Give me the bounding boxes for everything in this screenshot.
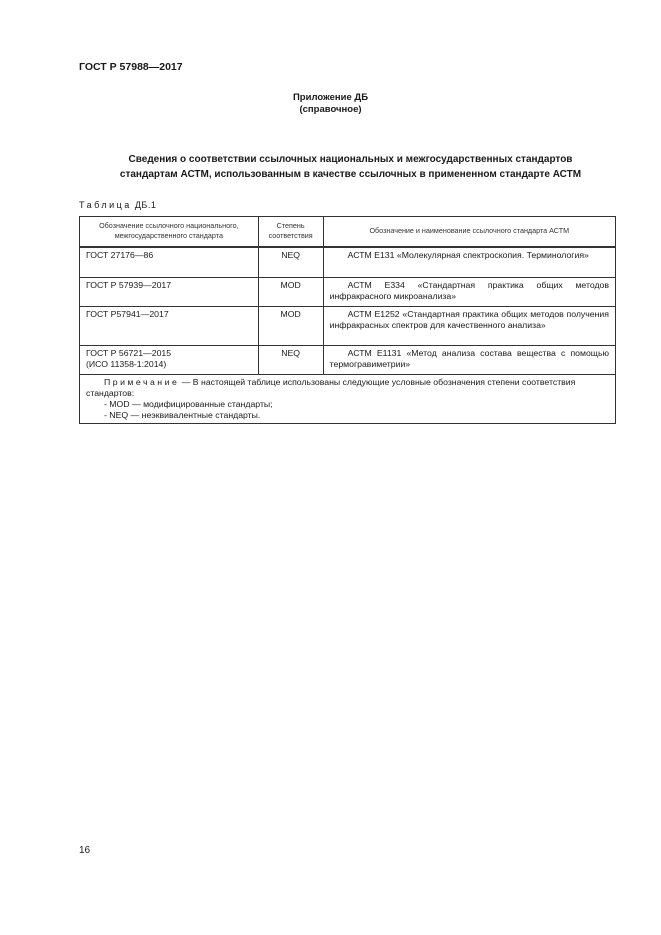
note-label: Примечание [104,376,180,387]
cell-degree: MOD [258,306,323,345]
table-row [80,306,616,345]
appendix-title: Приложение ДБ [292,92,369,103]
table-row [80,247,616,278]
cell-national-standard [80,345,259,374]
cell-national-standard: ГОСТ 27176—86 [80,247,259,278]
note-item-neq: - NEQ — неэквивалентные стандарты. [104,409,261,420]
table-note [80,374,616,423]
header-national-standard-line-2: межгосударственного стандарта [114,231,223,241]
note-text: — В настоящей таблице использованы следующие условные обозначения степени соответствия стандартов: [86,376,576,398]
table-caption [79,200,156,210]
cell-degree: MOD [258,277,323,306]
correspondence-table [79,216,616,424]
section-heading-line-2: стандартам АСТМ, использованным в качестве ссылочных в примененном стандарте АСТМ [119,169,582,180]
page-number: 16 [79,845,91,856]
header-astm-standard: Обозначение и наименование ссылочного стандарта АСТМ [323,217,615,247]
cell-astm-standard: АСТМ Е131 «Молекулярная спектроскопия. Терминология» [323,247,615,278]
table-row [80,277,616,306]
header-degree-line-1: Степень [276,221,305,231]
table-caption-word: Таблица [79,200,132,210]
cell-national-standard: ГОСТ Р57941—2017 [80,306,259,345]
cell-national-standard-line-1: ГОСТ Р 56721—2015 [86,347,172,358]
table-row [80,345,616,374]
table-note-row [80,374,616,423]
cell-national-standard: ГОСТ Р 57939—2017 [80,277,259,306]
header-degree [258,217,323,247]
header-degree-line-2: соответствия [268,231,313,241]
table-caption-number: ДБ.1 [134,200,157,210]
cell-degree: NEQ [258,247,323,278]
cell-national-standard-line-2: (ИСО 11358-1:2014) [86,358,167,369]
cell-degree: NEQ [258,345,323,374]
cell-astm-standard: АСТМ Е1252 «Стандартная практика общих методов получения инфракрасных спектров для качественного анализа» [323,306,615,345]
cell-astm-standard: АСТМ Е1131 «Метод анализа состава вещества с помощью термогравиметрии» [323,345,615,374]
table-header-row [80,217,616,247]
section-heading-line-1: Сведения о соответствии ссылочных национальных и межгосударственных стандартов [128,154,573,165]
appendix-subtitle: (справочное) [299,104,362,115]
header-national-standard [80,217,259,247]
note-paragraph [86,377,609,399]
note-item-mod: - MOD — модифицированные стандарты; [104,398,273,409]
header-national-standard-line-1: Обозначение ссылочного национального, [99,221,239,231]
document-code: ГОСТ Р 57988—2017 [79,61,183,73]
cell-astm-standard: АСТМ Е334 «Стандартная практика общих методов инфракрасного микроанализа» [323,277,615,306]
